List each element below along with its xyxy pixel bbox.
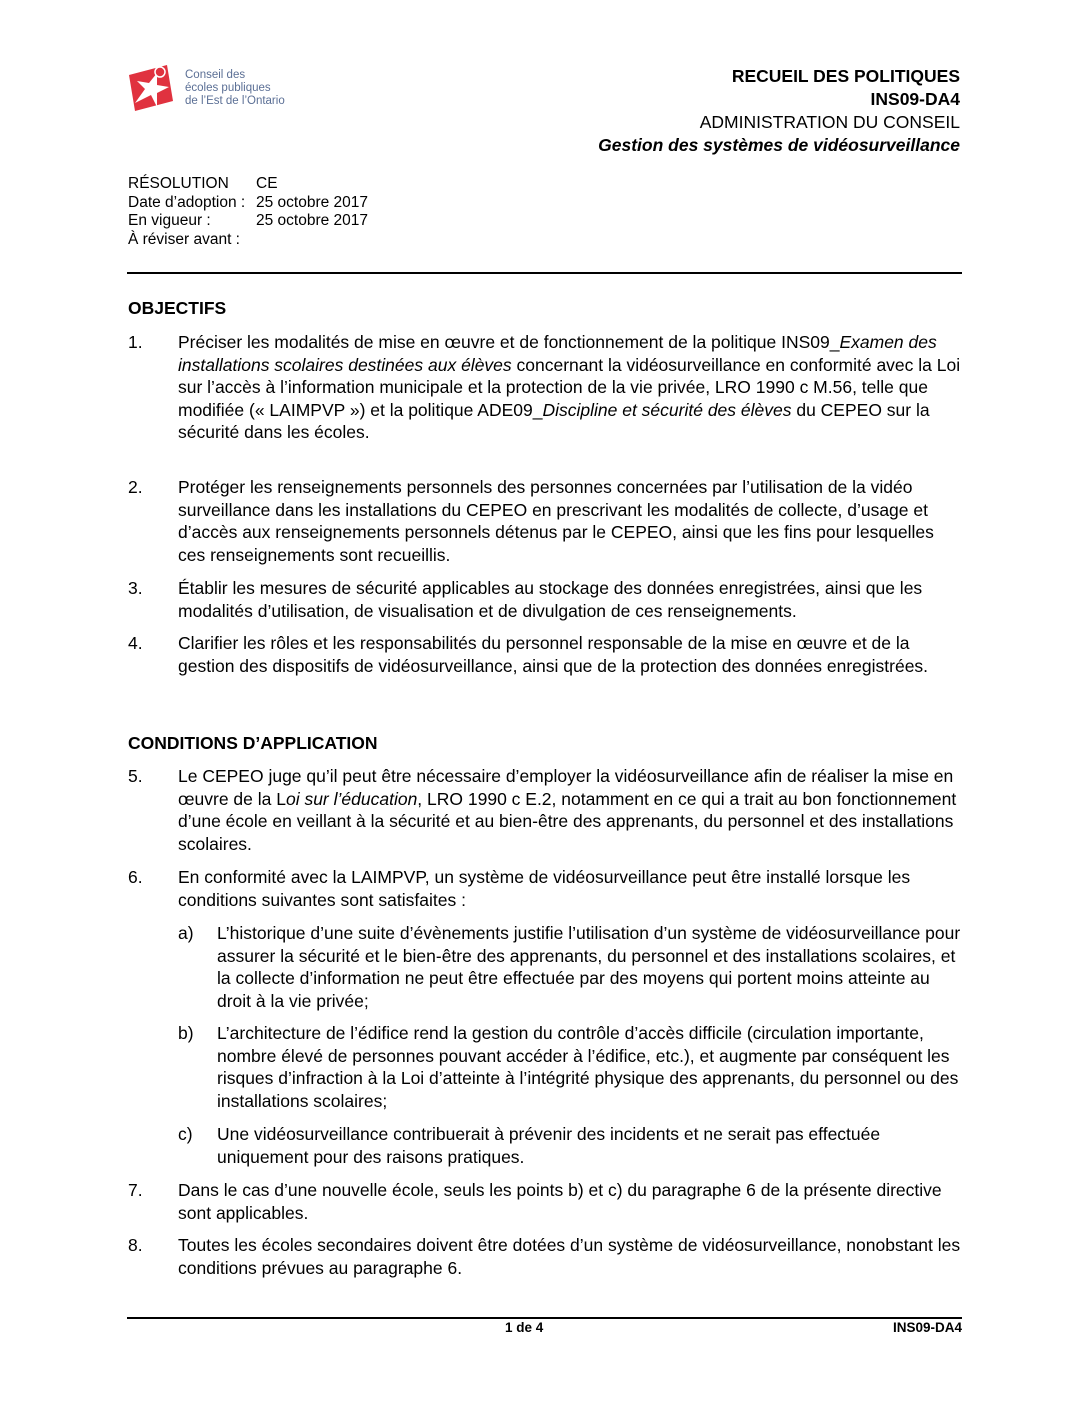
condition-subitem-a (178, 922, 962, 1012)
section-heading-objectifs: OBJECTIFS (128, 298, 227, 318)
item-number: 1. (128, 332, 143, 352)
condition-item-5 (128, 765, 962, 855)
item-text: Dans le cas d’une nouvelle école, seuls les points b) et c) du paragraphe 6 de la présente directive sont applicables. (178, 1180, 942, 1223)
item-number: 5. (128, 766, 143, 786)
meta-vigueur (128, 212, 368, 231)
condition-item-6 (128, 866, 962, 911)
cepeo-logo (127, 63, 327, 115)
page-number: 1 de 4 (505, 1320, 544, 1335)
document-header (598, 65, 960, 157)
item-number: 4. (128, 633, 143, 653)
subitem-text: L’architecture de l’édifice rend la gestion du contrôle d’accès difficile (circulation importante, nombre élevé de personnes pouvant accéder à l’édifice, etc.), et augmente par conséquent les risques d’infraction à la Loi d’atteinte à l’intégrité physique des apprenants, du personnel ou des installations scolaires; (217, 1023, 959, 1111)
meta-resolution (128, 175, 368, 194)
meta-adoption (128, 194, 368, 213)
subitem-text: L’historique d’une suite d’évènements justifie l’utilisation d’un système de vidéosurveillance pour assurer la sécurité et le bien-être des apprenants, du personnel et des installations scolaires, et la collecte d’information ne peut être effectuée par des moyens qui portent moins atteinte au droit à la vie privée; (217, 923, 961, 1011)
condition-item-8 (128, 1234, 962, 1279)
collection-title: RECUEIL DES POLITIQUES (731, 66, 960, 86)
section-heading-conditions: CONDITIONS D’APPLICATION (128, 733, 378, 753)
item-number: 2. (128, 477, 143, 497)
subitem-letter: b) (178, 1023, 194, 1043)
logo-line-2: écoles publiques (185, 82, 271, 94)
document-title: Gestion des systèmes de vidéosurveillance (598, 135, 960, 155)
condition-subitem-c (178, 1123, 962, 1168)
condition-item-7 (128, 1179, 962, 1224)
item-text: Préciser les modalités de mise en œuvre et de fonctionnement de la politique INS09_Examen des installations scolaires destinées aux élèves concernant la vidéosurveillance en conformité avec la Loi sur l’accès à l’information municipale et la protection de la vie privée, LRO 1990 c M.56, telle que modifiée (« LAIMPVP ») et la politique ADE09_Discipline et sécurité des élèves du CEPEO sur la sécurité dans les écoles. (178, 332, 961, 442)
meta-reviser (128, 231, 368, 250)
footer-divider (127, 1317, 962, 1319)
condition-subitem-b (178, 1022, 962, 1112)
meta-adoption-label: Date d’adoption : (128, 193, 246, 211)
item-number: 8. (128, 1235, 143, 1255)
meta-vigueur-value: 25 octobre 2017 (256, 212, 369, 229)
meta-reviser-label: À réviser avant : (128, 230, 240, 248)
item-text: Toutes les écoles secondaires doivent être dotées d’un système de vidéosurveillance, nonobstant les conditions prévues au paragraphe 6. (178, 1235, 961, 1278)
item-text: Clarifier les rôles et les responsabilités du personnel responsable de la mise en œuvre et de la gestion des dispositifs de vidéosurveillance, ainsi que de la protection des données enregistrées. (178, 633, 929, 676)
item-text: Établir les mesures de sécurité applicables au stockage des données enregistrées, ainsi que les modalités d’utilisation, de visualisation et de divulgation de ces renseignements. (178, 578, 923, 621)
section-name: ADMINISTRATION DU CONSEIL (699, 112, 960, 132)
item-text: Le CEPEO juge qu’il peut être nécessaire d’employer la vidéosurveillance afin de réaliser la mise en œuvre de la Loi sur l’éducation, LRO 1990 c E.2, notamment en ce qui a trait au bon fonctionnement d’une école en veillant à la sécurité et au bien-être des apprenants, du personnel et des installations scolaires. (178, 766, 957, 854)
objective-item-1 (128, 331, 962, 444)
item-number: 7. (128, 1180, 143, 1200)
meta-vigueur-label: En vigueur : (128, 212, 211, 229)
logo-text (185, 69, 285, 108)
meta-resolution-label: RÉSOLUTION (128, 175, 229, 192)
subitem-letter: c) (178, 1124, 193, 1144)
logo-line-3: de l’Est de l’Ontario (185, 95, 285, 107)
footer-document-code: INS09-DA4 (892, 1320, 962, 1335)
item-number: 3. (128, 578, 143, 598)
objective-item-4 (128, 632, 962, 677)
item-text: Protéger les renseignements personnels des personnes concernées par l’utilisation de la vidéo surveillance dans les installations du CEPEO en prescrivant les modalités de collecte, d’usage et d’accès aux renseignements personnels détenus par le CEPEO, ainsi que les fins pour lesquelles ces renseignements sont recueillis. (178, 477, 934, 565)
subitem-letter: a) (178, 923, 194, 943)
item-number: 6. (128, 867, 143, 887)
header-divider (127, 272, 962, 274)
document-metadata (128, 175, 368, 249)
item-text: En conformité avec la LAIMPVP, un système de vidéosurveillance peut être installé lorsque les conditions suivantes sont satisfaites : (178, 867, 911, 910)
objective-item-3 (128, 577, 962, 622)
document-code: INS09-DA4 (870, 89, 960, 109)
logo-line-1: Conseil des (185, 69, 246, 81)
meta-adoption-value: 25 octobre 2017 (256, 193, 369, 211)
objective-item-2 (128, 476, 962, 566)
meta-resolution-value: CE (256, 175, 278, 192)
subitem-text: Une vidéosurveillance contribuerait à prévenir des incidents et ne serait pas effectuée uniquement pour des raisons pratiques. (217, 1124, 881, 1167)
cepeo-logo-icon (127, 63, 175, 113)
